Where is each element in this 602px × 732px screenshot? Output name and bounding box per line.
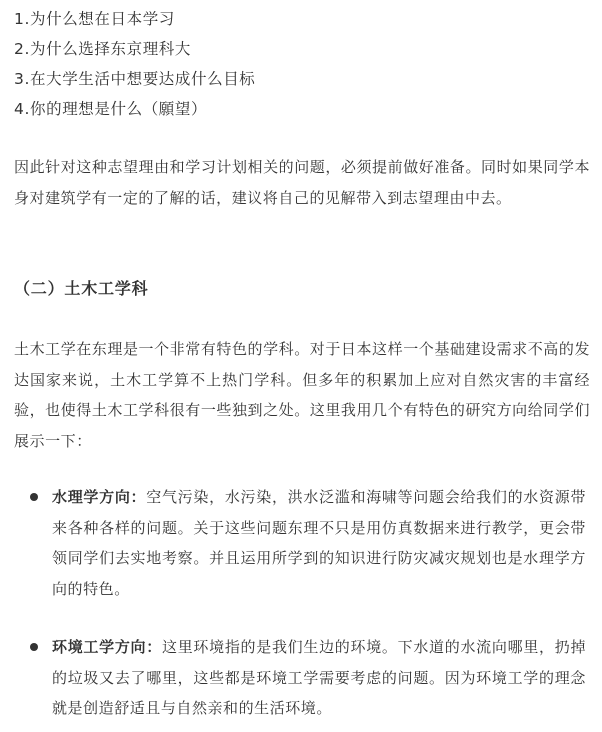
question-item-2: 2.为什么选择东京理科大 [14, 40, 191, 58]
question-item-3: 3.在大学生活中想要达成什么目标 [14, 70, 256, 88]
section-heading: （二）土木工学科 [14, 279, 149, 298]
bullet-label-hydraulics: 水理学方向： [52, 488, 147, 506]
intro-paragraph: 因此针对这种志望理由和学习计划相关的问题，必须提前做好准备。同时如果同学本身对建筑学有一定的了解的话，建议将自己的见解带入到志望理由中去。 [14, 158, 590, 207]
bullet-dot-1 [30, 493, 38, 501]
bullet-item-hydraulics [52, 482, 586, 604]
bullet-label-environment: 环境工学方向： [52, 638, 162, 656]
bullet-text-hydraulics: 空气污染，水污染，洪水泛滥和海啸等问题会给我们的水资源带来各种各样的问题。关于这些问题东理不只是用仿真数据来进行教学，更会带领同学们去实地考察。并且运用所学到的知识进行防灾减灾规划也是水理学方向的特色。 [52, 488, 586, 598]
question-item-4: 4.你的理想是什么（願望） [14, 100, 208, 118]
bullet-item-environment [52, 632, 586, 724]
bullet-text-environment: 这里环境指的是我们生边的环境。下水道的水流向哪里，扔掉的垃圾又去了哪里，这些都是环境工学需要考虑的问题。因为环境工学的理念就是创造舒适且与自然亲和的生活环境。 [52, 638, 586, 717]
section-paragraph: 土木工学在东理是一个非常有特色的学科。对于日本这样一个基础建设需求不高的发达国家来说，土木工学算不上热门学科。但多年的积累加上应对自然灾害的丰富经验，也使得土木工学科很有一些独到之处。这里我用几个有特色的研究方向给同学们展示一下： [14, 340, 590, 450]
bullet-dot-2 [30, 643, 38, 651]
question-item-1: 1.为什么想在日本学习 [14, 10, 175, 28]
